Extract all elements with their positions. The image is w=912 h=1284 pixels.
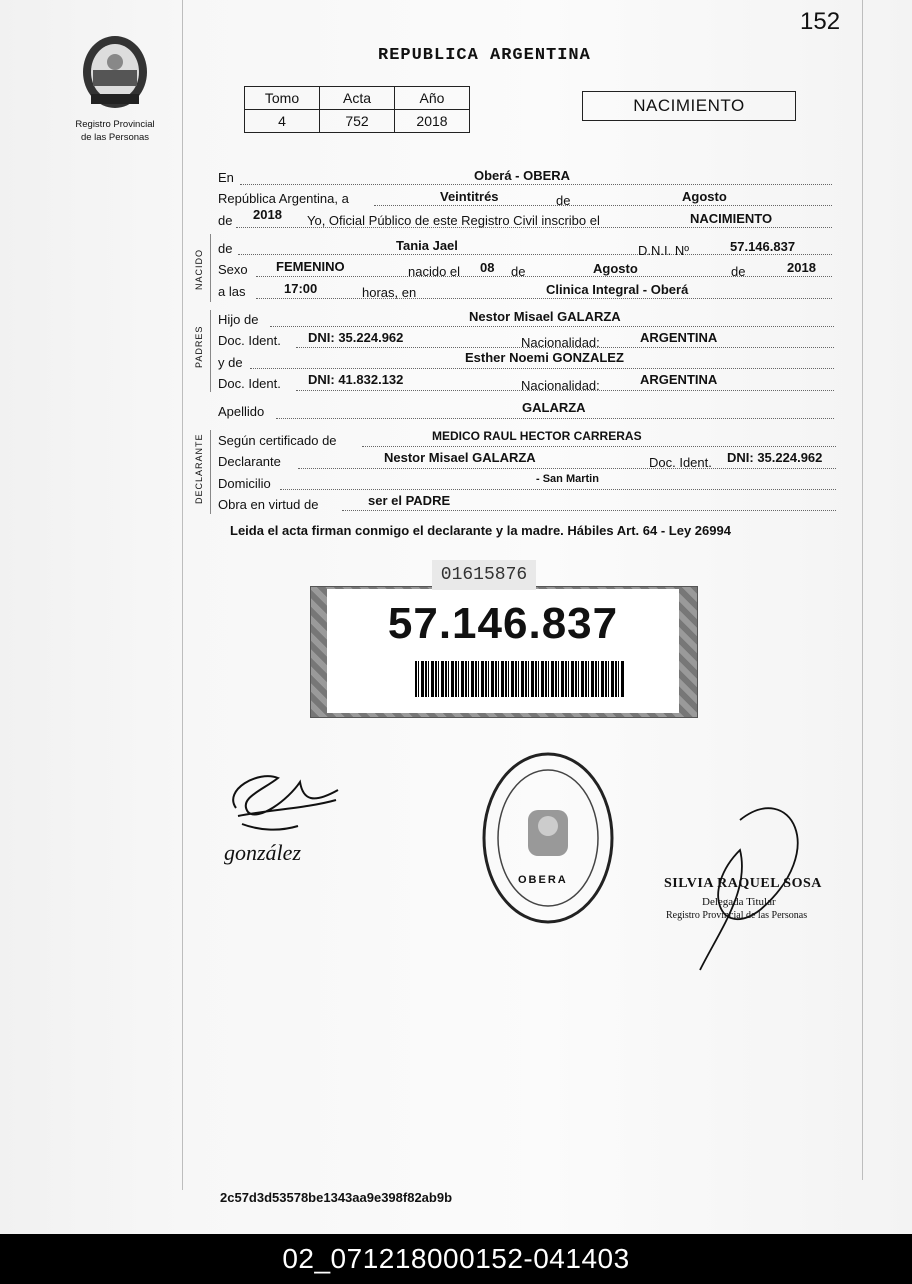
mother-doc-value: DNI: 41.832.132 — [308, 372, 404, 387]
hijo-de-label: Hijo de — [218, 312, 259, 327]
apellido-label: Apellido — [218, 404, 265, 419]
father-nationality-value: ARGENTINA — [640, 330, 718, 345]
birth-day-value: 08 — [480, 260, 495, 275]
dotted-line — [342, 510, 836, 511]
dni-sticker-inner — [327, 589, 679, 713]
anio-value: 2018 — [395, 110, 470, 133]
de-label: de — [556, 193, 571, 208]
dni-serial-number: 01615876 — [432, 560, 536, 590]
republica-label: República Argentina, a — [218, 191, 349, 206]
province-coat-of-arms-icon — [77, 30, 153, 112]
declarante-value: Nestor Misael GALARZA — [384, 450, 536, 465]
registry-name-line2: de las Personas — [80, 132, 150, 143]
right-margin-line — [862, 0, 863, 1180]
left-margin-line — [182, 0, 183, 1190]
birth-time-value: 17:00 — [284, 281, 318, 296]
document-hash: 2c57d3d53578be1343aa9e398f82ab9b — [220, 1190, 453, 1205]
mother-nationality-label: Nacionalidad: — [521, 378, 600, 393]
nacido-el-label: nacido el — [408, 264, 461, 279]
de-label-3: de — [731, 264, 746, 279]
dotted-line — [250, 368, 834, 369]
padres-section-label: PADRES — [194, 325, 204, 368]
birth-month-value: Agosto — [593, 261, 638, 276]
a-las-label: a las — [218, 284, 246, 299]
dni-label: D.N.I. Nº — [638, 243, 689, 258]
obra-value: ser el PADRE — [368, 493, 451, 508]
dotted-line — [276, 418, 834, 419]
de-label-2: de — [511, 264, 526, 279]
closing-statement: Leida el acta firman conmigo el declarante y la madre. Hábiles Art. 64 - Ley 26994 — [230, 523, 731, 538]
declarante-doc-value: DNI: 35.224.962 — [727, 450, 823, 465]
official-name: SILVIA RAQUEL SOSA — [664, 876, 822, 891]
city-value: Oberá - OBERA — [474, 168, 571, 183]
record-type-box: NACIMIENTO — [582, 91, 796, 121]
dotted-line — [280, 489, 836, 490]
dni-sticker-number: 57.146.837 — [387, 599, 619, 648]
province-logo — [60, 30, 170, 143]
section-bracket — [210, 310, 211, 392]
apellido-value: GALARZA — [522, 400, 586, 415]
section-bracket — [210, 234, 211, 302]
father-nationality-label: Nacionalidad: — [521, 335, 600, 350]
official-organization: Registro Provincial de las Personas — [666, 910, 808, 921]
domicilio-value: - San Martin — [536, 473, 599, 485]
month-value: Agosto — [682, 189, 727, 204]
registry-name-line1: Registro Provincial — [75, 119, 155, 130]
inscribo-value: NACIMIENTO — [690, 211, 773, 226]
dotted-line — [298, 468, 836, 469]
declarant-signature-icon — [218, 760, 348, 840]
nacido-section-label: NACIDO — [194, 248, 204, 290]
y-de-label: y de — [218, 355, 243, 370]
volume-table — [244, 86, 470, 133]
father-name-value: Nestor Misael GALARZA — [469, 309, 621, 324]
birth-year-value: 2018 — [787, 260, 816, 275]
official-role: Delegada Titular — [702, 896, 776, 908]
seal-city: OBERA — [518, 874, 568, 886]
declarante-label: Declarante — [218, 454, 281, 469]
dotted-line — [256, 276, 832, 277]
inscribo-label: Yo, Oficial Público de este Registro Civil inscribo el — [307, 213, 600, 228]
dotted-line — [256, 298, 832, 299]
mother-signature: gonzález — [224, 840, 301, 865]
mother-nationality-value: ARGENTINA — [640, 372, 718, 387]
page-number: 152 — [800, 8, 841, 35]
section-bracket — [210, 430, 211, 514]
declarante-doc-label: Doc. Ident. — [649, 455, 712, 470]
tomo-header: Tomo — [245, 87, 320, 110]
birth-place-value: Clinica Integral - Oberá — [546, 282, 689, 297]
acta-header: Acta — [320, 87, 395, 110]
de2-label: de — [218, 213, 233, 228]
dotted-line — [238, 254, 832, 255]
barcode-icon — [415, 661, 625, 697]
dotted-line — [374, 205, 832, 206]
anio-header: Año — [395, 87, 470, 110]
child-name-value: Tania Jael — [396, 238, 458, 253]
tomo-value: 4 — [245, 110, 320, 133]
dotted-line — [270, 326, 834, 327]
acta-value: 752 — [320, 110, 395, 133]
sexo-label: Sexo — [218, 262, 248, 277]
dni-sticker — [310, 586, 698, 718]
father-doc-value: DNI: 35.224.962 — [308, 330, 404, 345]
sexo-value: FEMENINO — [276, 259, 345, 274]
dotted-line — [240, 184, 832, 185]
domicilio-label: Domicilio — [218, 476, 271, 491]
year-value: 2018 — [253, 207, 282, 222]
dotted-line — [362, 446, 836, 447]
certificado-label: Según certificado de — [218, 433, 337, 448]
en-label: En — [218, 170, 234, 185]
father-doc-label: Doc. Ident. — [218, 333, 281, 348]
day-words-value: Veintitrés — [440, 189, 499, 204]
mother-doc-label: Doc. Ident. — [218, 376, 281, 391]
nacido-de-label: de — [218, 241, 233, 256]
obra-label: Obra en virtud de — [218, 497, 319, 512]
official-seal-icon — [478, 748, 618, 928]
certificado-value: MEDICO RAUL HECTOR CARRERAS — [432, 429, 642, 443]
declarante-section-label: DECLARANTE — [194, 433, 204, 504]
child-dni-value: 57.146.837 — [730, 239, 796, 254]
document-title: REPUBLICA ARGENTINA — [378, 46, 591, 65]
horas-en-label: horas, en — [362, 285, 417, 300]
mother-name-value: Esther Noemi GONZALEZ — [465, 350, 624, 365]
footer-code-bar: 02_071218000152-041403 — [0, 1234, 912, 1284]
